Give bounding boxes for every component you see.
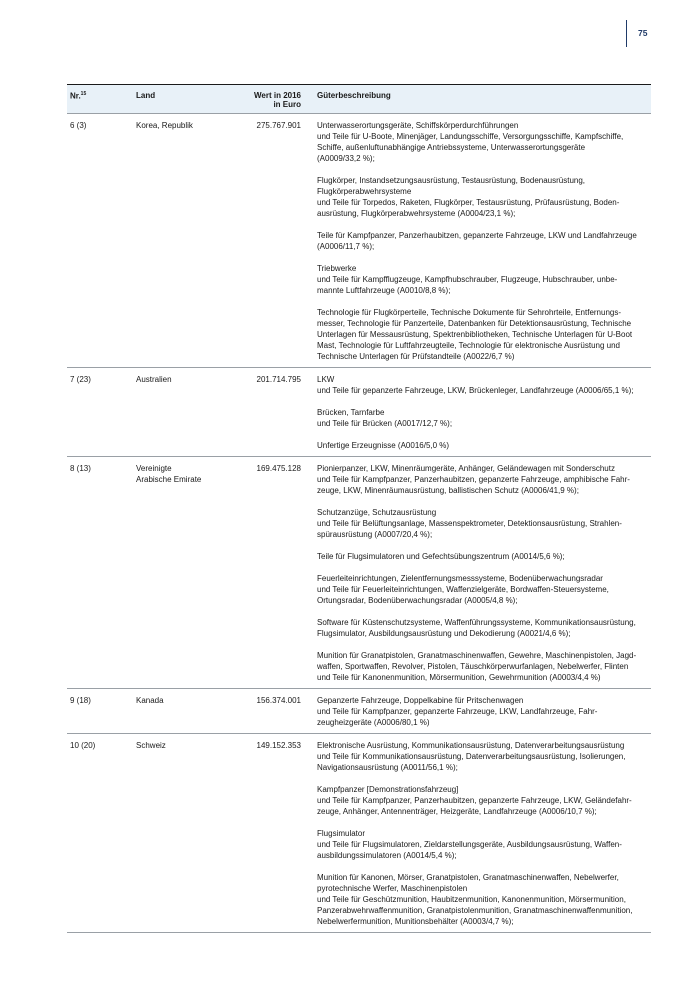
goods-item-line: zeuge, Anhänger, Antennenträger, Heizgeräte, Landfahrzeuge (A0006/10,7 %);: [317, 807, 597, 816]
goods-item-line: pyrotechnische Werfer, Maschinenpistolen: [317, 884, 468, 893]
goods-item-line: ausrüstung, Flugkörperabwehrsysteme (A0004/23,1 %);: [317, 209, 516, 218]
cell-nr: 10 (20): [70, 741, 96, 750]
goods-item: [317, 872, 651, 927]
cell-land: [136, 120, 231, 362]
goods-item: [317, 695, 651, 728]
cell-land-line: Korea, Republik: [136, 121, 193, 130]
goods-item-line: Gepanzerte Fahrzeuge, Doppelkabine für Pritschenwagen: [317, 696, 524, 705]
table-row: [67, 114, 651, 368]
goods-item-line: Flugkörper, Instandsetzungsausrüstung, Testausrüstung, Bodenausrüstung,: [317, 176, 586, 185]
goods-item: [317, 120, 651, 164]
header-nr: [67, 91, 136, 113]
header-wert-line: in Euro: [273, 100, 301, 109]
goods-item-line: und Teile für Feuerleiteinrichtungen, Waffenzielgeräte, Bordwaffen-Steuersysteme,: [317, 585, 609, 594]
header-gueter: Güterbeschreibung: [317, 91, 391, 100]
goods-item-line: Technologie für Flugkörperteile, Technische Dokumente für Sehrohrteile, Entfernungs-: [317, 308, 622, 317]
goods-item-line: (A0006/11,7 %);: [317, 242, 375, 251]
goods-item-line: und Teile für Geschützmunition, Haubitzenmunition, Kanonenmunition, Mörsermunition,: [317, 895, 626, 904]
goods-item: [317, 784, 651, 817]
goods-item-line: Software für Küstenschutzsysteme, Waffenführungssysteme, Kommunikationsausrüstung,: [317, 618, 636, 627]
goods-item-line: LKW: [317, 375, 335, 384]
goods-item-line: Kampfpanzer [Demonstrationsfahrzeug]: [317, 785, 459, 794]
goods-item-line: ausbildungssimulatoren (A0014/5,4 %);: [317, 851, 457, 860]
footnote-ref: 15: [80, 91, 87, 97]
cell-land-line: Schweiz: [136, 741, 166, 750]
goods-item-line: Feuerleiteinrichtungen, Zielentfernungsmesssysteme, Bodenüberwachungsradar: [317, 574, 603, 583]
goods-item-line: mannte Luftfahrzeuge (A0010/8,8 %);: [317, 286, 451, 295]
goods-item-line: Technische Unterlagen für Prüfstandteile (A0022/6,7 %): [317, 352, 515, 361]
cell-land: [136, 463, 231, 683]
export-table: [67, 84, 651, 933]
goods-item-line: Ortungsradar, Bodenüberwachungsradar (A0005/4,8 %);: [317, 596, 518, 605]
goods-item: [317, 230, 651, 252]
goods-item: [317, 551, 651, 562]
goods-item-line: Teile für Kampfpanzer, Panzerhaubitzen, gepanzerte Fahrzeuge, LKW und Landfahrzeuge: [317, 231, 637, 240]
goods-item-line: zeugheizgeräte (A0006/80,1 %): [317, 718, 430, 727]
cell-gueter: [301, 374, 651, 451]
goods-item: [317, 573, 651, 606]
goods-item-line: messer, Technologie für Panzerteile, Datenbanken für Detektionsausrüstung, Technische: [317, 319, 632, 328]
goods-item-line: und Teile für Brücken (A0017/12,7 %);: [317, 419, 453, 428]
goods-item-line: Mast, Technologie für Luftfahrzeugteile, Technologie für elektronische Ausrüstung und: [317, 341, 621, 350]
table-row: [67, 734, 651, 933]
cell-wert: 201.714.795: [256, 375, 301, 384]
goods-item-line: und Teile für Kampfpanzer, Panzerhaubitzen, gepanzerte Fahrzeuge, LKW, Geländefahr-: [317, 796, 632, 805]
goods-item: [317, 374, 651, 396]
goods-item-line: Teile für Flugsimulatoren und Gefechtsübungszentrum (A0014/5,6 %);: [317, 552, 565, 561]
goods-item-line: und Teile für Torpedos, Raketen, Flugkörper, Testausrüstung, Prüfausrüstung, Boden-: [317, 198, 620, 207]
cell-land: [136, 695, 231, 728]
goods-item-line: (A0009/33,2 %);: [317, 154, 375, 163]
cell-gueter: [301, 695, 651, 728]
goods-item: [317, 463, 651, 496]
goods-item-line: Elektronische Ausrüstung, Kommunikationsausrüstung, Datenverarbeitungsausrüstung: [317, 741, 625, 750]
cell-wert: 149.152.353: [256, 741, 301, 750]
table-row: [67, 689, 651, 734]
header-rule: [626, 20, 627, 47]
cell-wert: 169.475.128: [256, 464, 301, 473]
cell-land-line: Vereinigte: [136, 464, 172, 473]
table-body: [67, 114, 651, 933]
header-nr-label: Nr.: [70, 91, 81, 101]
header-wert: [231, 91, 301, 113]
cell-nr: 7 (23): [70, 375, 91, 384]
page-number: 75: [638, 28, 648, 38]
goods-item: [317, 175, 651, 219]
goods-item-line: und Teile für Kampfpanzer, Panzerhaubitzen, gepanzerte Fahrzeuge, amphibische Fahr-: [317, 475, 630, 484]
goods-item-line: Unterlagen für Messausrüstung, Spektrenbibliotheken, Technische Unterlagen für U-Boot: [317, 330, 633, 339]
cell-nr: 6 (3): [70, 121, 87, 130]
goods-item-line: Schutzanzüge, Schutzausrüstung: [317, 508, 437, 517]
goods-item-line: und Teile für Kommunikationsausrüstung, Datenverarbeitungsausrüstung, Isolierungen,: [317, 752, 626, 761]
goods-item: [317, 407, 651, 429]
goods-item-line: zeuge, LKW, Minenräumausrüstung, ballistischen Schutz (A0006/41,9 %);: [317, 486, 579, 495]
cell-gueter: [301, 120, 651, 362]
goods-item: [317, 650, 651, 683]
cell-land-line: Arabische Emirate: [136, 475, 202, 484]
cell-wert: 275.767.901: [256, 121, 301, 130]
table-row: [67, 457, 651, 689]
cell-land-line: Kanada: [136, 696, 164, 705]
goods-item-line: und Teile für Belüftungsanlage, Massenspektrometer, Detektionsausrüstung, Strahlen-: [317, 519, 622, 528]
cell-land-line: Australien: [136, 375, 172, 384]
goods-item: [317, 507, 651, 540]
table-row: [67, 368, 651, 457]
goods-item-line: Brücken, Tarnfarbe: [317, 408, 385, 417]
goods-item-line: Flugsimulator, Ausbildungsausrüstung und Dekodierung (A0021/4,6 %);: [317, 629, 571, 638]
goods-item-line: Unterwasserortungsgeräte, Schiffskörperdurchführungen: [317, 121, 519, 130]
goods-item-line: Flugkörperabwehrsysteme: [317, 187, 412, 196]
cell-nr: 9 (18): [70, 696, 91, 705]
goods-item-line: Munition für Granatpistolen, Granatmaschinenwaffen, Gewehre, Maschinenpistolen, Jagd-: [317, 651, 637, 660]
cell-land: [136, 740, 231, 927]
goods-item: [317, 617, 651, 639]
cell-gueter: [301, 740, 651, 927]
goods-item: [317, 740, 651, 773]
goods-item-line: Navigationsausrüstung (A0011/56,1 %);: [317, 763, 458, 772]
goods-item: [317, 307, 651, 362]
goods-item-line: Nebelwerfermunition, Munitionsbehälter (A0003/4,7 %);: [317, 917, 514, 926]
goods-item-line: Flugsimulator: [317, 829, 366, 838]
cell-land: [136, 374, 231, 451]
goods-item-line: und Teile für gepanzerte Fahrzeuge, LKW, Brückenleger, Landfahrzeuge (A0006/65,1 %);: [317, 386, 634, 395]
goods-item-line: waffen, Sportwaffen, Revolver, Pistolen, Täuschkörperwurfanlagen, Nebelwerfer, Flinten: [317, 662, 629, 671]
goods-item: [317, 828, 651, 861]
cell-gueter: [301, 463, 651, 683]
goods-item-line: spürausrüstung (A0007/20,4 %);: [317, 530, 433, 539]
goods-item-line: Pionierpanzer, LKW, Minenräumgeräte, Anhänger, Geländewagen mit Sonderschutz: [317, 464, 615, 473]
header-wert-line: Wert in 2016: [254, 91, 301, 100]
goods-item: [317, 263, 651, 296]
goods-item-line: und Teile für Flugsimulatoren, Zieldarstellungsgeräte, Ausbildungsausrüstung, Waffen-: [317, 840, 622, 849]
goods-item-line: Unfertige Erzeugnisse (A0016/5,0 %): [317, 441, 450, 450]
goods-item-line: Munition für Kanonen, Mörser, Granatpistolen, Granatmaschinenwaffen, Nebelwerfer,: [317, 873, 619, 882]
goods-item-line: und Teile für Kampfpanzer, gepanzerte Fahrzeuge, LKW, Landfahrzeuge, Fahr-: [317, 707, 598, 716]
header-land: Land: [136, 91, 156, 100]
goods-item: [317, 440, 651, 451]
table-header: [67, 85, 651, 114]
goods-item-line: und Teile für Kanonenmunition, Mörsermunition, Gewehrmunition (A0003/4,4 %): [317, 673, 601, 682]
cell-wert: 156.374.001: [256, 696, 301, 705]
goods-item-line: und Teile für U-Boote, Minenjäger, Landungsschiffe, Versorgungsschiffe, Kampfschiffe,: [317, 132, 624, 141]
cell-nr: 8 (13): [70, 464, 91, 473]
goods-item-line: und Teile für Kampfflugzeuge, Kampfhubschrauber, Flugzeuge, Hubschrauber, unbe-: [317, 275, 618, 284]
goods-item-line: Panzerabwehrwaffenmunition, Granatpistolenmunition, Granatmaschinenwaffenmunition,: [317, 906, 633, 915]
goods-item-line: Triebwerke: [317, 264, 357, 273]
goods-item-line: Schiffe, außenluftunabhängige Antriebssysteme, Unterwasserortungsgeräte: [317, 143, 586, 152]
